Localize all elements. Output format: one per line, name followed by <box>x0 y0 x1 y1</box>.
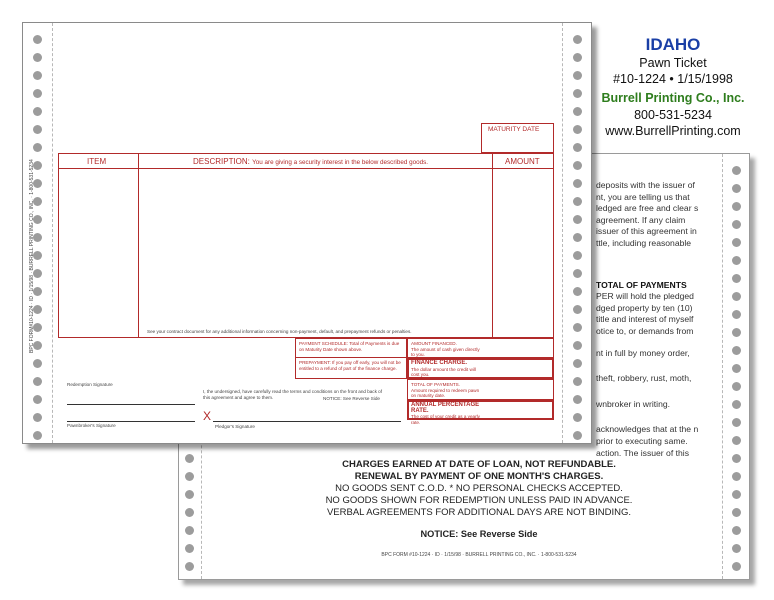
amount-column[interactable] <box>492 169 493 338</box>
tractor-hole <box>732 544 741 553</box>
total-payments-heading: TOTAL OF PAYMENTS <box>596 279 687 290</box>
apr-box[interactable] <box>407 400 554 425</box>
tractor-hole <box>573 377 582 386</box>
description-header-title: DESCRIPTION: <box>193 157 250 166</box>
tractor-hole <box>33 413 42 422</box>
finance-charge-text: The dollar amount the credit will cost you. <box>411 366 476 377</box>
back-footer-code: BPC FORM #10-1224 · ID · 1/15/98 · BURRELL PRINTING CO., INC. · 1-800-531-5234 <box>381 552 577 558</box>
tractor-hole <box>573 215 582 224</box>
tractor-hole <box>185 472 194 481</box>
tractor-hole <box>185 454 194 463</box>
company-website: www.BurrellPrinting.com <box>605 124 741 138</box>
tractor-hole <box>33 107 42 116</box>
tractor-hole <box>33 71 42 80</box>
tractor-hole <box>732 166 741 175</box>
company-phone: 800-531-5234 <box>634 108 712 122</box>
product-name: Pawn Ticket <box>639 56 707 70</box>
tractor-hole <box>732 562 741 571</box>
contract-note: See your contract document for any additional information concerning non-payment, default, and prepayment refunds or penalties. <box>147 329 412 334</box>
back-para-5: wnbroker in writing. <box>596 398 671 409</box>
description-header <box>193 157 428 166</box>
payment-schedule-text: Total of Payments is due on Maturity Date shown above. <box>299 341 400 352</box>
tractor-hole <box>732 526 741 535</box>
amount-financed-title: AMOUNT FINANCED. <box>411 341 457 346</box>
tractor-hole <box>33 125 42 134</box>
front-notice: NOTICE: See Reverse Side <box>323 396 380 401</box>
charges-line-5: VERBAL AGREEMENTS FOR ADDITIONAL DAYS ARE NOT BINDING. <box>326 507 632 518</box>
tractor-hole <box>573 233 582 242</box>
right-tractor-strip <box>722 154 749 579</box>
payment-schedule-box <box>295 338 407 358</box>
amount-financed-text: The amount of cash given directly to you. <box>411 346 480 357</box>
tractor-hole <box>732 508 741 517</box>
apr-title: ANNUAL PERCENTAGE RATE. <box>411 402 480 414</box>
item-table <box>58 153 554 338</box>
tractor-hole <box>573 125 582 134</box>
tractor-hole <box>573 71 582 80</box>
tractor-hole <box>732 436 741 445</box>
tractor-hole <box>33 395 42 404</box>
tractor-hole <box>573 287 582 296</box>
tractor-hole <box>33 431 42 440</box>
tractor-hole <box>33 53 42 62</box>
back-notice: NOTICE: See Reverse Side <box>420 529 538 539</box>
tractor-hole <box>573 35 582 44</box>
tractor-hole <box>573 251 582 260</box>
tractor-hole <box>573 161 582 170</box>
total-of-payments-title: TOTAL OF PAYMENTS. <box>411 382 461 387</box>
tractor-hole <box>732 202 741 211</box>
tractor-hole <box>185 490 194 499</box>
tractor-hole <box>732 184 741 193</box>
tractor-hole <box>732 346 741 355</box>
form-number: #10-1224 • 1/15/1998 <box>613 72 733 86</box>
back-para-2: PER will hold the pledged dged property by ten (10) title and interest of myself otice to, or demands from <box>596 291 694 336</box>
finance-charge-box[interactable] <box>407 358 554 379</box>
amount-financed-box[interactable] <box>407 338 554 358</box>
item-header: ITEM <box>87 157 107 166</box>
tractor-hole <box>732 472 741 481</box>
tractor-hole <box>33 359 42 368</box>
tractor-hole <box>732 454 741 463</box>
tractor-hole <box>573 89 582 98</box>
charges-line-3: NO GOODS SENT C.O.D. * NO PERSONAL CHECKS ACCEPTED. <box>335 483 623 494</box>
pawnbroker-signature-label: Pawnbroker's Signature <box>67 423 116 428</box>
redemption-signature-label: Redemption Signature <box>67 382 113 387</box>
tractor-hole <box>573 341 582 350</box>
charges-line-4: NO GOODS SHOWN FOR REDEMPTION UNLESS PAID IN ADVANCE. <box>325 495 633 506</box>
left-tractor-strip <box>23 23 53 443</box>
tractor-hole <box>33 377 42 386</box>
tractor-hole <box>573 395 582 404</box>
back-para-6: acknowledges that at the n prior to executing same. action. The issuer of this <box>596 424 699 458</box>
charges-line-1: CHARGES EARNED AT DATE OF LOAN, NOT REFUNDABLE. <box>342 459 616 470</box>
vertical-form-code: BPC FORM#10-1224 · ID · 1/15/98 · BURRELL PRINTING CO., INC. · 1-800-531-5234 <box>29 159 35 353</box>
tractor-hole <box>732 220 741 229</box>
tractor-hole <box>732 364 741 373</box>
tractor-hole <box>573 359 582 368</box>
company-name: Burrell Printing Co., Inc. <box>601 91 745 105</box>
tractor-hole <box>573 53 582 62</box>
finance-charge-title: FINANCE CHARGE. <box>411 360 468 366</box>
tractor-hole <box>33 89 42 98</box>
back-terms-text <box>596 180 700 469</box>
charges-line-2: RENEWAL BY PAYMENT OF ONE MONTH'S CHARGES. <box>354 471 604 482</box>
payment-schedule-title: PAYMENT SCHEDULE: <box>299 341 349 346</box>
back-para-1: deposits with the issuer of nt, you are telling us that ledged are free and clear s agreement. If any claim issuer of this agreement in ttle, including reasonable <box>596 180 699 248</box>
back-para-4: theft, robbery, rust, moth, <box>596 373 692 384</box>
tractor-hole <box>573 323 582 332</box>
state-title: IDAHO <box>645 35 701 54</box>
maturity-date-label: MATURITY DATE <box>488 126 540 133</box>
pawnbroker-signature-line[interactable] <box>67 421 195 422</box>
tractor-hole <box>732 274 741 283</box>
tractor-hole <box>732 310 741 319</box>
tractor-hole <box>573 143 582 152</box>
total-of-payments-box[interactable] <box>407 379 554 400</box>
pledgor-signature-line[interactable] <box>213 421 401 422</box>
amount-header: AMOUNT <box>505 157 540 166</box>
tractor-hole <box>185 562 194 571</box>
right-tractor-strip <box>562 23 591 443</box>
prepayment-box <box>295 357 407 379</box>
prepayment-title: PREPAYMENT: <box>299 360 331 365</box>
tractor-hole <box>185 526 194 535</box>
tractor-hole <box>732 418 741 427</box>
tractor-hole <box>33 143 42 152</box>
tractor-hole <box>185 544 194 553</box>
total-of-payments-text: Amount required to redeem pawn on maturity date. <box>411 387 480 398</box>
redemption-signature-line[interactable] <box>67 404 195 405</box>
tractor-hole <box>573 269 582 278</box>
tractor-hole <box>573 305 582 314</box>
tractor-hole <box>732 382 741 391</box>
apr-text: The cost of your credit as a yearly rate. <box>411 414 480 425</box>
tractor-hole <box>732 292 741 301</box>
front-sheet <box>22 22 592 444</box>
product-info <box>598 35 748 139</box>
x-mark: X <box>203 409 212 423</box>
tractor-hole <box>573 107 582 116</box>
agreement-text: I, the undersigned, have carefully read the terms and conditions on the front and back of this agreement and agree to them. <box>203 389 383 400</box>
tractor-hole <box>573 179 582 188</box>
tractor-hole <box>573 431 582 440</box>
tractor-hole <box>732 238 741 247</box>
pledgor-signature-label: Pledgor's Signature <box>215 424 255 429</box>
tractor-hole <box>33 35 42 44</box>
maturity-date-box[interactable] <box>481 123 554 153</box>
charges-block <box>309 459 649 519</box>
tractor-hole <box>732 328 741 337</box>
item-column[interactable] <box>138 169 139 338</box>
tractor-hole <box>573 413 582 422</box>
back-para-3: nt in full by money order, <box>596 347 690 358</box>
tractor-hole <box>185 508 194 517</box>
tractor-hole <box>732 256 741 265</box>
description-header-note: You are giving a security interest in the below described goods. <box>252 159 428 166</box>
tractor-hole <box>573 197 582 206</box>
prepayment-text: If you pay off early, you will not be entitled to a refund of part of the finance charge. <box>299 360 401 371</box>
tractor-hole <box>732 490 741 499</box>
tractor-hole <box>732 400 741 409</box>
